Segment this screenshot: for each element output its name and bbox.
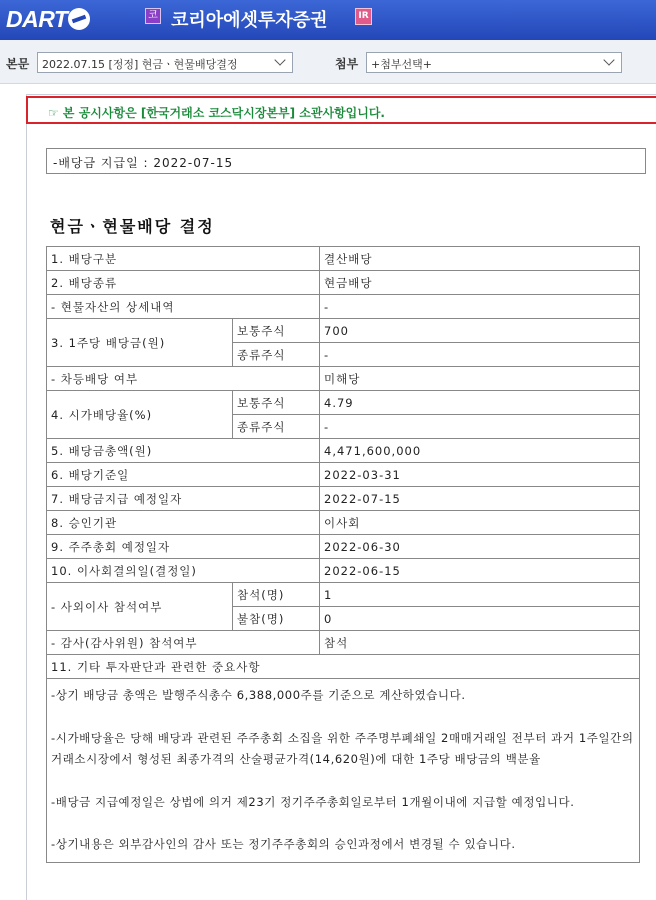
row-value: 참석	[320, 631, 640, 655]
row-value: 4.79	[320, 391, 640, 415]
note-paragraph: -배당금 지급예정일은 상법에 의거 제23기 정기주주총회일로부터 1개월이내에 지급할 예정입니다.	[51, 794, 575, 809]
row-value: 2022-06-30	[320, 535, 640, 559]
row-value: 미해당	[320, 367, 640, 391]
row-label: 3. 1주당 배당금(원)	[47, 319, 233, 367]
main-doc-select[interactable]	[37, 52, 293, 73]
row-label: - 사외이사 참석여부	[47, 583, 233, 631]
row-sublabel: 불참(명)	[233, 607, 320, 631]
chevron-down-icon	[603, 54, 614, 65]
table-row	[47, 559, 640, 583]
payment-date-box	[46, 148, 646, 174]
table-row	[47, 631, 640, 655]
row-sublabel: 보통주식	[233, 319, 320, 343]
row-label: 2. 배당종류	[47, 271, 320, 295]
table-row	[47, 583, 640, 607]
ir-badge-icon[interactable]: IR	[355, 8, 372, 25]
table-row	[47, 319, 640, 343]
row-value: 1	[320, 583, 640, 607]
row-label: - 차등배당 여부	[47, 367, 320, 391]
row-sublabel: 참석(명)	[233, 583, 320, 607]
row-label: 6. 배당기준일	[47, 463, 320, 487]
row-value: -	[320, 295, 640, 319]
row-value: 4,471,600,000	[320, 439, 640, 463]
dart-logo[interactable]	[6, 5, 90, 33]
row-label: 9. 주주총회 예정일자	[47, 535, 320, 559]
row-label: 7. 배당금지급 예정일자	[47, 487, 320, 511]
row-sublabel: 보통주식	[233, 391, 320, 415]
note-paragraph: -시가배당율은 당해 배당과 관련된 주주총회 소집을 위한 주주명부폐쇄일 2매매거래일 전부터 과거 1주일간의 거래소시장에서 형성된 최종가격의 산술평균가격(14,620원)에 대한 1주당 배당금의 백분율	[51, 730, 634, 766]
document-title: 현금ㆍ현물배당 결정	[50, 217, 215, 236]
main-doc-select-value: 2022.07.15 [정정] 현금ㆍ현물배당결정	[42, 58, 238, 71]
table-row	[47, 367, 640, 391]
chevron-down-icon	[274, 54, 285, 65]
row-label: - 현물자산의 상세내역	[47, 295, 320, 319]
row-value: 700	[320, 319, 640, 343]
row-value: 결산배당	[320, 247, 640, 271]
row-label: 4. 시가배당율(%)	[47, 391, 233, 439]
corp-badge-icon: 코	[145, 8, 161, 24]
jurisdiction-notice	[26, 96, 656, 124]
attachment-select[interactable]	[366, 52, 622, 73]
row-value: 현금배당	[320, 271, 640, 295]
note-paragraph: -상기 배당금 총액은 발행주식총수 6,388,000주를 기준으로 계산하였습니다.	[51, 688, 466, 702]
table-row	[47, 655, 640, 679]
row-label: 11. 기타 투자판단과 관련한 중요사항	[47, 655, 640, 679]
row-label: 8. 승인기관	[47, 511, 320, 535]
payment-date-line: -배당금 지급일 : 2022-07-15	[53, 156, 234, 170]
document-selector-bar	[0, 40, 656, 84]
row-label: 1. 배당구분	[47, 247, 320, 271]
attachment-label: 첨부	[335, 57, 359, 71]
note-paragraph: -상기내용은 외부감사인의 감사 또는 정기주주총회의 승인과정에서 변경될 수 있습니다.	[51, 837, 516, 851]
row-value: 2022-06-15	[320, 559, 640, 583]
notes-cell	[47, 679, 640, 863]
row-value: 2022-07-15	[320, 487, 640, 511]
top-banner	[0, 0, 656, 40]
row-value: -	[320, 343, 640, 367]
company-name[interactable]: 코리아에셋투자증권	[171, 10, 328, 31]
row-value: 이사회	[320, 511, 640, 535]
table-row	[47, 271, 640, 295]
table-row	[47, 295, 640, 319]
table-row	[47, 487, 640, 511]
table-row	[47, 679, 640, 863]
table-row	[47, 247, 640, 271]
row-sublabel: 종류주식	[233, 343, 320, 367]
row-label: - 감사(감사위원) 참석여부	[47, 631, 320, 655]
row-sublabel: 종류주식	[233, 415, 320, 439]
row-value: -	[320, 415, 640, 439]
table-row	[47, 463, 640, 487]
attachment-select-value: +첨부선택+	[371, 58, 432, 71]
table-row	[47, 391, 640, 415]
logo-text: DART	[6, 5, 68, 32]
row-value: 2022-03-31	[320, 463, 640, 487]
row-label: 10. 이사회결의일(결정일)	[47, 559, 320, 583]
logo-mark-icon	[68, 8, 90, 30]
table-row	[47, 511, 640, 535]
main-doc-label: 본문	[6, 57, 30, 71]
row-value: 0	[320, 607, 640, 631]
dividend-table	[46, 246, 640, 863]
table-row	[47, 439, 640, 463]
table-row	[47, 535, 640, 559]
notice-text: ☞ 본 공시사항은 [한국거래소 코스닥시장본부] 소관사항입니다.	[48, 106, 385, 120]
row-label: 5. 배당금총액(원)	[47, 439, 320, 463]
